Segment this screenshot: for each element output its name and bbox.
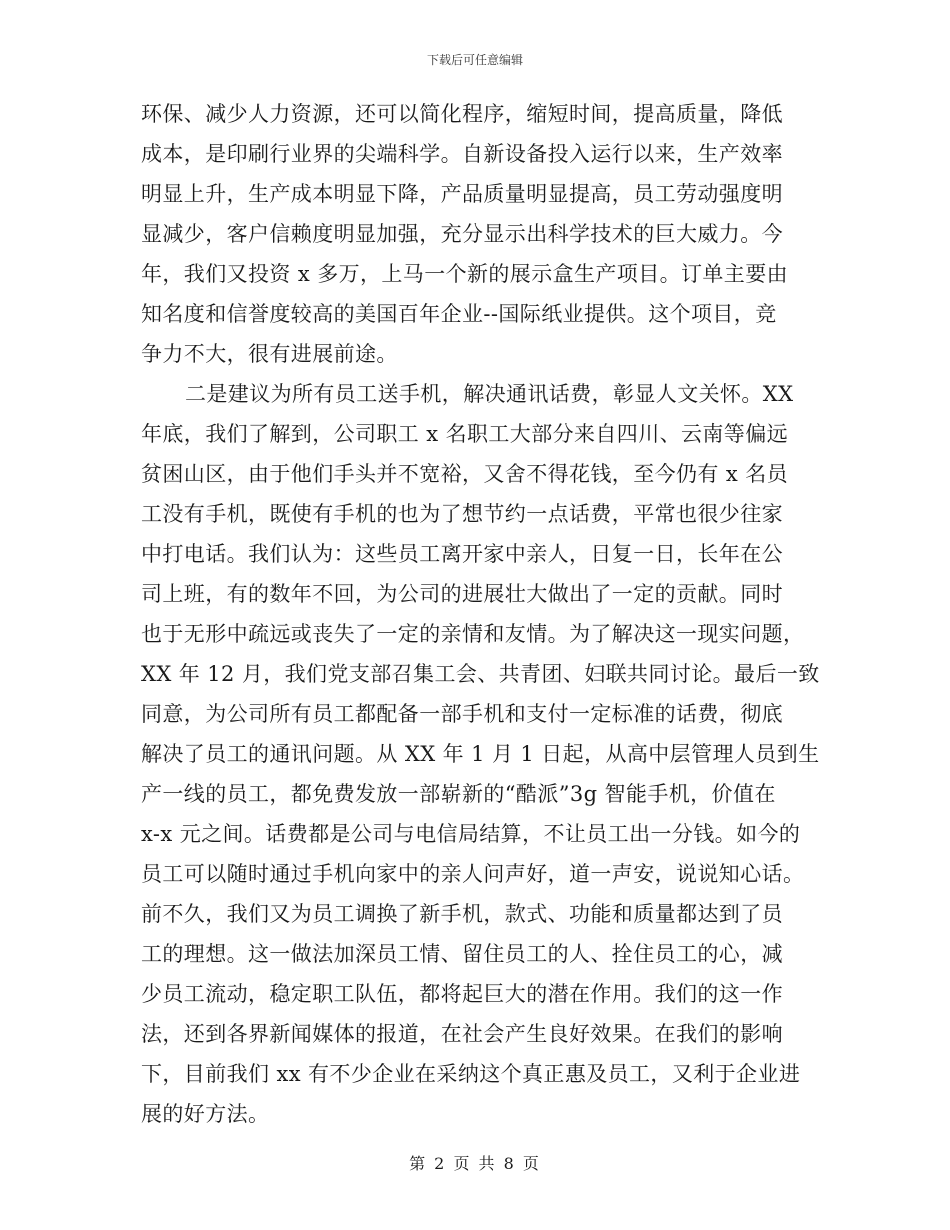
page-header: 下载后可任意编辑	[426, 53, 523, 67]
text-line: 也于无形中疏远或丧失了一定的亲情和友情。为了解决这一现实问题，	[141, 622, 805, 646]
text-line: 下，目前我们 xx 有不少企业在采纳这个真正惠及员工，又利于企业进	[141, 1062, 801, 1086]
text-line: 产一线的员工，都免费发放一部崭新的“酷派”3g 智能手机，价值在	[141, 782, 776, 806]
text-line: 工没有手机，既使有手机的也为了想节约一点话费，平常也很少往家	[141, 502, 783, 526]
text-line: 少员工流动，稳定职工队伍，都将起巨大的潜在作用。我们的这一作	[141, 982, 783, 1006]
paragraph-start-line: 二是建议为所有员工送手机，解决通讯话费，彰显人文关怀。XX	[185, 382, 794, 406]
text-line: 明显上升，生产成本明显下降，产品质量明显提高，员工劳动强度明	[141, 182, 783, 206]
text-line: 成本，是印刷行业界的尖端科学。自新设备投入运行以来，生产效率	[141, 142, 783, 166]
text-line: 法，还到各界新闻媒体的报道，在社会产生良好效果。在我们的影响	[141, 1022, 783, 1046]
text-line: 解决了员工的通讯问题。从 XX 年 1 月 1 日起，从高中层管理人员到生	[141, 742, 820, 766]
text-line: 员工可以随时通过手机向家中的亲人问声好，道一声安，说说知心话。	[141, 862, 805, 886]
text-line: 展的好方法。	[141, 1102, 270, 1126]
document-body	[141, 94, 820, 1134]
text-line: 知名度和信誉度较高的美国百年企业--国际纸业提供。这个项目，竞	[141, 302, 777, 326]
page-number: 第 2 页 共 8 页	[409, 1154, 541, 1173]
text-line: 争力不大，很有进展前途。	[141, 342, 398, 366]
text-line: 司上班，有的数年不回，为公司的进展壮大做出了一定的贡献。同时	[141, 582, 783, 606]
text-line: 显减少，客户信赖度明显加强，充分显示出科学技术的巨大威力。今	[141, 222, 783, 246]
text-line: 贫困山区，由于他们手头并不宽裕，又舍不得花钱，至今仍有 x 名员	[141, 462, 788, 486]
text-line: XX 年 12 月，我们党支部召集工会、共青团、妇联共同讨论。最后一致	[141, 662, 820, 686]
text-line: 同意，为公司所有员工都配备一部手机和支付一定标准的话费，彻底	[141, 702, 783, 726]
text-line: 年底，我们了解到，公司职工 x 名职工大部分来自四川、云南等偏远	[141, 422, 788, 446]
text-line: 环保、减少人力资源，还可以简化程序，缩短时间，提高质量，降低	[141, 102, 783, 126]
text-line: 年，我们又投资 x 多万，上马一个新的展示盒生产项目。订单主要由	[141, 262, 788, 286]
text-line: 中打电话。我们认为：这些员工离开家中亲人，日复一日，长年在公	[141, 542, 783, 566]
text-line: x-x 元之间。话费都是公司与电信局结算，不让员工出一分钱。如今的	[141, 822, 801, 846]
text-line: 工的理想。这一做法加深员工情、留住员工的人、拴住员工的心，减	[141, 942, 783, 966]
text-line: 前不久，我们又为员工调换了新手机，款式、功能和质量都达到了员	[141, 902, 783, 926]
